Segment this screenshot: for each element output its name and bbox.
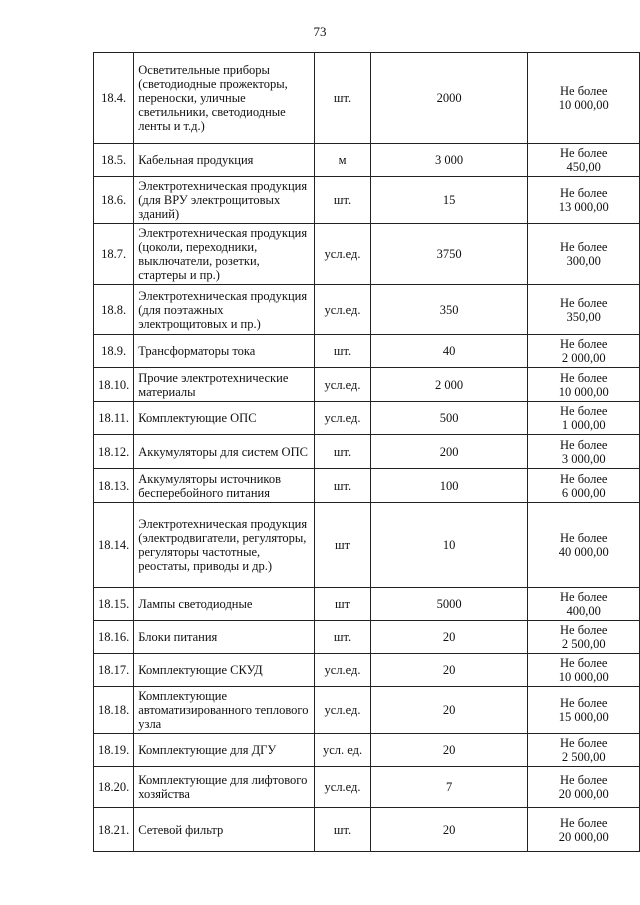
quantity-cell: 10 bbox=[370, 503, 528, 588]
item-number-cell: 18.17. bbox=[94, 654, 134, 687]
table-row bbox=[94, 621, 640, 654]
table-row bbox=[94, 435, 640, 469]
max-price-cell bbox=[528, 224, 640, 285]
unit-cell: шт bbox=[315, 503, 370, 588]
price-prefix: Не более bbox=[560, 531, 608, 545]
item-name-cell: Комплектующие СКУД bbox=[134, 654, 315, 687]
unit-cell: шт. bbox=[315, 469, 370, 503]
price-prefix: Не более bbox=[560, 437, 608, 452]
item-name-cell: Трансформаторы тока bbox=[134, 335, 315, 368]
item-name-cell: Аккумуляторы для систем ОПС bbox=[134, 435, 315, 469]
price-prefix: Не более bbox=[560, 186, 608, 200]
item-name-cell: Прочие электротехнические материалы bbox=[134, 368, 315, 402]
quantity-cell: 3 000 bbox=[370, 144, 528, 177]
item-name-cell: Электротехническая продукция (электродвигатели, регуляторы, регуляторы частотные, реостаты, приводы и др.) bbox=[134, 503, 315, 588]
quantity-cell: 40 bbox=[370, 335, 528, 368]
table-row bbox=[94, 469, 640, 503]
item-number-cell: 18.15. bbox=[94, 588, 134, 621]
item-number-cell: 18.9. bbox=[94, 335, 134, 368]
price-value: 15 000,00 bbox=[558, 710, 609, 724]
table-row bbox=[94, 224, 640, 285]
table-row bbox=[94, 177, 640, 224]
item-name-cell: Комплектующие автоматизированного теплового узла bbox=[134, 687, 315, 734]
price-prefix: Не более bbox=[560, 84, 608, 98]
item-number-cell: 18.18. bbox=[94, 687, 134, 734]
item-number-cell: 18.4. bbox=[94, 53, 134, 144]
quantity-cell: 5000 bbox=[370, 588, 528, 621]
table-row bbox=[94, 335, 640, 368]
max-price-cell bbox=[528, 621, 640, 654]
table-row bbox=[94, 588, 640, 621]
price-prefix: Не более bbox=[560, 337, 608, 351]
price-value: 20 000,00 bbox=[558, 787, 609, 801]
price-prefix: Не более bbox=[560, 656, 608, 670]
item-number-cell: 18.12. bbox=[94, 435, 134, 469]
price-value: 300,00 bbox=[566, 254, 601, 268]
specification-table bbox=[93, 52, 640, 852]
item-name-cell: Комплектующие ОПС bbox=[134, 402, 315, 435]
price-value: 3 000,00 bbox=[561, 451, 606, 466]
max-price-cell bbox=[528, 734, 640, 767]
table-row bbox=[94, 285, 640, 335]
page-number: 73 bbox=[313, 24, 327, 39]
unit-cell: шт. bbox=[315, 435, 370, 469]
table-row bbox=[94, 654, 640, 687]
item-number-cell: 18.11. bbox=[94, 402, 134, 435]
price-prefix: Не более bbox=[560, 696, 608, 710]
unit-cell: усл.ед. bbox=[315, 687, 370, 734]
price-value: 2 000,00 bbox=[561, 351, 606, 365]
price-prefix: Не более bbox=[560, 404, 608, 418]
unit-cell: усл.ед. bbox=[315, 368, 370, 402]
max-price-cell bbox=[528, 177, 640, 224]
price-value: 2 500,00 bbox=[561, 750, 606, 764]
item-number-cell: 18.19. bbox=[94, 734, 134, 767]
table-row bbox=[94, 402, 640, 435]
item-number-cell: 18.21. bbox=[94, 808, 134, 852]
unit-cell: усл. ед. bbox=[315, 734, 370, 767]
item-name-cell: Сетевой фильтр bbox=[134, 808, 315, 852]
quantity-cell: 100 bbox=[370, 469, 528, 503]
quantity-cell: 3750 bbox=[370, 224, 528, 285]
quantity-cell: 20 bbox=[370, 687, 528, 734]
price-value: 40 000,00 bbox=[558, 545, 609, 559]
quantity-cell: 20 bbox=[370, 654, 528, 687]
price-value: 6 000,00 bbox=[561, 485, 606, 500]
max-price-cell bbox=[528, 402, 640, 435]
item-name-cell: Электротехническая продукция (для поэтажных электрощитовых и пр.) bbox=[134, 285, 315, 335]
max-price-cell bbox=[528, 368, 640, 402]
unit-cell: шт. bbox=[315, 335, 370, 368]
unit-cell: усл.ед. bbox=[315, 224, 370, 285]
price-prefix: Не более bbox=[560, 773, 608, 787]
price-value: 10 000,00 bbox=[558, 98, 609, 112]
quantity-cell: 2 000 bbox=[370, 368, 528, 402]
max-price-cell bbox=[528, 435, 640, 469]
price-prefix: Не более bbox=[560, 815, 608, 830]
item-name-cell: Электротехническая продукция (цоколи, переходники, выключатели, розетки, стартеры и пр.) bbox=[134, 224, 315, 285]
item-name-cell: Комплектующие для лифтового хозяйства bbox=[134, 767, 315, 808]
item-name-cell: Электротехническая продукция (для ВРУ электрощитовых зданий) bbox=[134, 177, 315, 224]
quantity-cell: 20 bbox=[370, 734, 528, 767]
table-row bbox=[94, 767, 640, 808]
table-body bbox=[94, 53, 640, 852]
quantity-cell: 500 bbox=[370, 402, 528, 435]
max-price-cell bbox=[528, 654, 640, 687]
unit-cell: усл.ед. bbox=[315, 285, 370, 335]
table-row bbox=[94, 144, 640, 177]
item-number-cell: 18.14. bbox=[94, 503, 134, 588]
unit-cell: усл.ед. bbox=[315, 402, 370, 435]
table-row bbox=[94, 808, 640, 852]
item-name-cell: Кабельная продукция bbox=[134, 144, 315, 177]
table-row bbox=[94, 503, 640, 588]
quantity-cell: 20 bbox=[370, 808, 528, 852]
item-number-cell: 18.6. bbox=[94, 177, 134, 224]
item-number-cell: 18.7. bbox=[94, 224, 134, 285]
price-prefix: Не более bbox=[560, 471, 608, 486]
max-price-cell bbox=[528, 335, 640, 368]
item-number-cell: 18.10. bbox=[94, 368, 134, 402]
max-price-cell bbox=[528, 588, 640, 621]
unit-cell: шт. bbox=[315, 808, 370, 852]
quantity-cell: 20 bbox=[370, 621, 528, 654]
unit-cell: шт bbox=[315, 588, 370, 621]
price-value: 1 000,00 bbox=[561, 418, 606, 432]
quantity-cell: 200 bbox=[370, 435, 528, 469]
price-prefix: Не более bbox=[560, 590, 608, 604]
price-value: 2 500,00 bbox=[561, 637, 606, 651]
max-price-cell bbox=[528, 687, 640, 734]
max-price-cell bbox=[528, 767, 640, 808]
max-price-cell bbox=[528, 144, 640, 177]
price-value: 20 000,00 bbox=[558, 829, 609, 844]
quantity-cell: 350 bbox=[370, 285, 528, 335]
unit-cell: усл.ед. bbox=[315, 767, 370, 808]
item-number-cell: 18.13. bbox=[94, 469, 134, 503]
max-price-cell bbox=[528, 808, 640, 852]
unit-cell: усл.ед. bbox=[315, 654, 370, 687]
unit-cell: шт. bbox=[315, 53, 370, 144]
item-name-cell: Аккумуляторы источников бесперебойного питания bbox=[134, 469, 315, 503]
price-prefix: Не более bbox=[560, 146, 608, 160]
table-row bbox=[94, 53, 640, 144]
price-value: 450,00 bbox=[566, 160, 601, 174]
max-price-cell bbox=[528, 503, 640, 588]
item-name-cell: Осветительные приборы (светодиодные прожекторы, переноски, уличные светильники, светодиодные ленты и т.д.) bbox=[134, 53, 315, 144]
max-price-cell bbox=[528, 53, 640, 144]
price-value: 350,00 bbox=[566, 309, 601, 324]
table-row bbox=[94, 734, 640, 767]
item-name-cell: Лампы светодиодные bbox=[134, 588, 315, 621]
max-price-cell bbox=[528, 285, 640, 335]
quantity-cell: 2000 bbox=[370, 53, 528, 144]
max-price-cell bbox=[528, 469, 640, 503]
item-name-cell: Комплектующие для ДГУ bbox=[134, 734, 315, 767]
item-number-cell: 18.8. bbox=[94, 285, 134, 335]
item-number-cell: 18.5. bbox=[94, 144, 134, 177]
quantity-cell: 15 bbox=[370, 177, 528, 224]
item-number-cell: 18.16. bbox=[94, 621, 134, 654]
price-prefix: Не более bbox=[560, 240, 608, 254]
unit-cell: шт. bbox=[315, 177, 370, 224]
price-value: 10 000,00 bbox=[558, 384, 609, 399]
price-prefix: Не более bbox=[560, 736, 608, 750]
table-row bbox=[94, 687, 640, 734]
price-value: 13 000,00 bbox=[558, 200, 609, 214]
item-number-cell: 18.20. bbox=[94, 767, 134, 808]
table-row bbox=[94, 368, 640, 402]
price-value: 10 000,00 bbox=[558, 670, 609, 684]
item-name-cell: Блоки питания bbox=[134, 621, 315, 654]
price-prefix: Не более bbox=[560, 370, 608, 385]
price-value: 400,00 bbox=[566, 604, 601, 618]
price-prefix: Не более bbox=[560, 623, 608, 637]
unit-cell: шт. bbox=[315, 621, 370, 654]
price-prefix: Не более bbox=[560, 295, 608, 310]
quantity-cell: 7 bbox=[370, 767, 528, 808]
unit-cell: м bbox=[315, 144, 370, 177]
